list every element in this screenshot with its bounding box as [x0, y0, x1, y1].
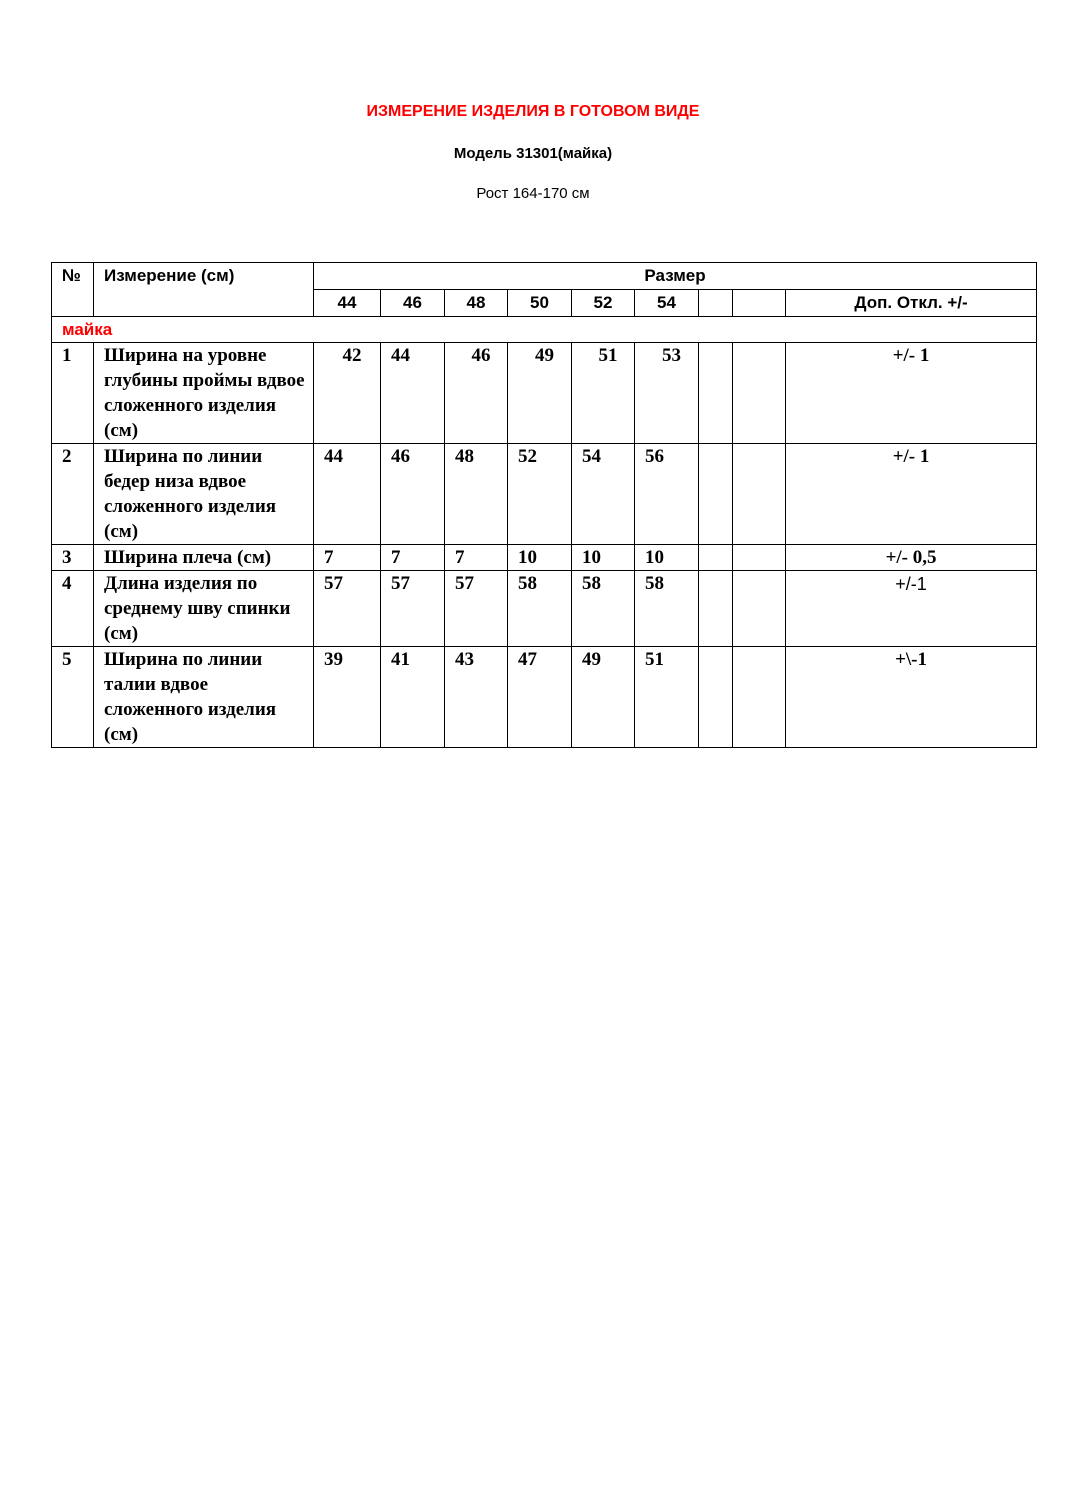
row-value: 56	[635, 444, 699, 545]
row-value-empty	[733, 571, 786, 647]
row-label: Ширина по линии талии вдвое сложенного изделия (см)	[94, 647, 314, 748]
row-tolerance: +\-1	[786, 647, 1037, 748]
row-value: 58	[508, 571, 572, 647]
header-number: №	[52, 263, 94, 317]
row-value-empty	[699, 647, 733, 748]
height-label: Рост 164-170 см	[476, 185, 590, 202]
header-size: 50	[508, 290, 572, 317]
row-value: 10	[508, 545, 572, 571]
row-value: 49	[572, 647, 635, 748]
row-value: 57	[314, 571, 381, 647]
row-value: 57	[381, 571, 445, 647]
header-size-empty	[733, 290, 786, 317]
row-tolerance: +/-1	[786, 571, 1037, 647]
row-value: 10	[635, 545, 699, 571]
row-value-empty	[699, 571, 733, 647]
header-size-group: Размер	[314, 263, 1037, 290]
row-number: 4	[52, 571, 94, 647]
row-label: Ширина на уровне глубины проймы вдвое сложенного изделия (см)	[94, 343, 314, 444]
header-size-empty	[699, 290, 733, 317]
row-value: 46	[445, 343, 508, 444]
row-value-empty	[699, 444, 733, 545]
row-value: 44	[381, 343, 445, 444]
row-value: 51	[635, 647, 699, 748]
row-value: 48	[445, 444, 508, 545]
row-value: 58	[572, 571, 635, 647]
row-value: 57	[445, 571, 508, 647]
row-value: 10	[572, 545, 635, 571]
row-label: Длина изделия по среднему шву спинки (см)	[94, 571, 314, 647]
row-tolerance: +/- 0,5	[786, 545, 1037, 571]
measurement-table	[51, 262, 1037, 748]
row-value: 7	[445, 545, 508, 571]
row-tolerance: +/- 1	[786, 343, 1037, 444]
row-value-empty	[733, 647, 786, 748]
model-label: Модель 31301(майка)	[453, 145, 613, 162]
header-measurement: Измерение (см)	[94, 263, 314, 317]
row-value: 44	[314, 444, 381, 545]
table-row	[52, 343, 1037, 444]
row-value-empty	[699, 343, 733, 444]
table-row	[52, 571, 1037, 647]
row-value: 41	[381, 647, 445, 748]
row-value: 49	[508, 343, 572, 444]
row-value: 52	[508, 444, 572, 545]
table-row	[52, 444, 1037, 545]
row-value: 51	[572, 343, 635, 444]
row-value: 53	[635, 343, 699, 444]
row-label: Ширина по линии бедер низа вдвое сложенного изделия (см)	[94, 444, 314, 545]
header-size: 44	[314, 290, 381, 317]
row-number: 1	[52, 343, 94, 444]
row-value: 42	[314, 343, 381, 444]
header-tolerance: Доп. Откл. +/-	[786, 290, 1037, 317]
row-value-empty	[733, 545, 786, 571]
header-size: 52	[572, 290, 635, 317]
row-value: 47	[508, 647, 572, 748]
row-value: 7	[314, 545, 381, 571]
row-value-empty	[733, 444, 786, 545]
row-value-empty	[733, 343, 786, 444]
header-size: 48	[445, 290, 508, 317]
header-size: 54	[635, 290, 699, 317]
table-row	[52, 647, 1037, 748]
table-row	[52, 545, 1037, 571]
row-label: Ширина плеча (см)	[94, 545, 314, 571]
row-value: 43	[445, 647, 508, 748]
section-label: майка	[52, 317, 1037, 343]
row-tolerance: +/- 1	[786, 444, 1037, 545]
row-value: 54	[572, 444, 635, 545]
header-size: 46	[381, 290, 445, 317]
row-value: 7	[381, 545, 445, 571]
row-number: 3	[52, 545, 94, 571]
row-value: 39	[314, 647, 381, 748]
row-value-empty	[699, 545, 733, 571]
document-title: ИЗМЕРЕНИЕ ИЗДЕЛИЯ В ГОТОВОМ ВИДЕ	[366, 103, 700, 120]
row-number: 2	[52, 444, 94, 545]
row-number: 5	[52, 647, 94, 748]
row-value: 46	[381, 444, 445, 545]
row-value: 58	[635, 571, 699, 647]
